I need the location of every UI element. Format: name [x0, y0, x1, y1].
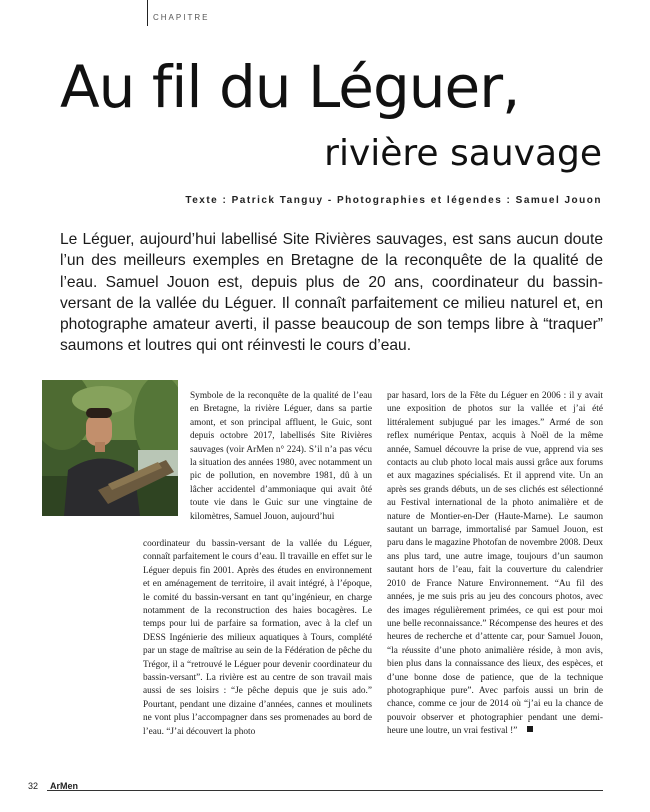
publication-logo: ArMen [50, 781, 79, 791]
section-label: CHAPITRE [153, 13, 210, 22]
article-lead: Le Léguer, aujourd’hui labellisé Site Rivières sauvages, est sans aucun doute l’un des meilleurs exemples en Bretagne de la reconquête de la qualité de l’eau. Samuel Jouon est, depuis plus de 20 ans, coordinateur du bassin-versant de la vallée du Léguer. Il connaît parfaitement ce milieu naturel et, en photographe amateur averti, il passe beaucoup de son temps libre à “traquer” saumons et loutres qui ont réinvesti le cours d’eau. [60, 231, 603, 355]
article-title: Au fil du Léguer, [60, 53, 520, 121]
article-credits: Texte : Patrick Tanguy - Photographies et légendes : Samuel Jouon [185, 195, 602, 206]
footer-rule [47, 790, 603, 791]
end-of-article-mark [527, 726, 533, 732]
body-column-2-text: par hasard, lors de la Fête du Léguer en 2006 : il y avait une exposition de photos sur la vallée et j’ai été littéralement subjugué par les images.” Armé de son reflex numérique Pentax, acquis à Noël de la même année, Samuel découvre la prise de vue, apprend via ses contacts au club photo local mais aussi grâce aux forums et aux magazines spécialisés. Et il apprend vite. Un an après ses grands débuts, un de ses clichés est sélectionné au Festival international de la photo animalière et de nature de Montier-en-Der (Haute-Marne). Le saumon sautant un barrage, immortalisé par Samuel Jouon, est paru dans le magazine Photofan de novembre 2008. Deux ans plus tard, une autre image, toujours d’un saumon sautant hors de l’eau, fait la couverture du calendrier 2010 de France Nature Environnement. “Au fil des années, je me suis pris au jeu des concours photos, avec des images régulièrement primées, ce qui est pour moi une belle reconnaissance.” Récompense des heures et des heures de recherche et d’attente car, pour Samuel Jouon, “la réussite d’une photo animalière réside, à mon avis, bien plus dans la connaissance des lieux, des espèces, et d’une bonne dose de patience, que de la technique photographique pure”. Avec parfois aussi un brin de chance, comme ce jour de 2014 où “j’ai eu la chance de pouvoir observer et photographier pendant une demi-heure une loutre, un vrai festival !” [387, 391, 603, 737]
page-number: 32 [28, 781, 39, 791]
portrait-photo [42, 380, 178, 516]
body-column-1-bottom: coordinateur du bassin-versant de la vallée du Léguer, connaît parfaitement le cours d’eau. Il travaille en effet sur le Léguer depuis fin 2001. Après des études en environnement et en aménagement de territoire, il avait intégré, à l’époque, le comité du bassin-versant en tant qu’ingénieur, en charge notamment de la reconstruction des haies bocagères. Le temps pour lui de parfaire sa formation, avec à la clef un DESS Ingénierie des milieux aquatiques à Tours, complété par un stage de maîtrise au sein de la Fédération de pêche du Trégor, il a “retrouvé le Léguer pour devenir coordinateur du bassin-versant”. La rivière est au centre de son travail mais aussi de ses loisirs : “Je pêche depuis que je suis ado.” Pourtant, pendant une dizaine d’années, cannes et moulinets ne vont plus l’accompagner dans ses promenades au bord de l’eau. “J’ai découvert la photo [143, 539, 372, 737]
body-column-1-top: Symbole de la reconquête de la qualité de l’eau en Bretagne, la rivière Léguer, dans sa partie amont, et son principal affluent, le Guic, sont depuis octobre 2017, labellisés Site Rivières sauvages (voir ArMen n° 224). S’il n’a pas vécu la situation des années 1980, avec notamment un pic de pollution, en novembre 1981, dû à un lâcher accidentel d’ammoniaque qui avait ôté toute vie dans le Guic sur une vingtaine de kilomètres, Samuel Jouon, aujourd’hui [190, 391, 372, 522]
body-column-2 [387, 390, 603, 739]
article-subtitle: rivière sauvage [324, 133, 602, 174]
section-divider [147, 0, 148, 26]
